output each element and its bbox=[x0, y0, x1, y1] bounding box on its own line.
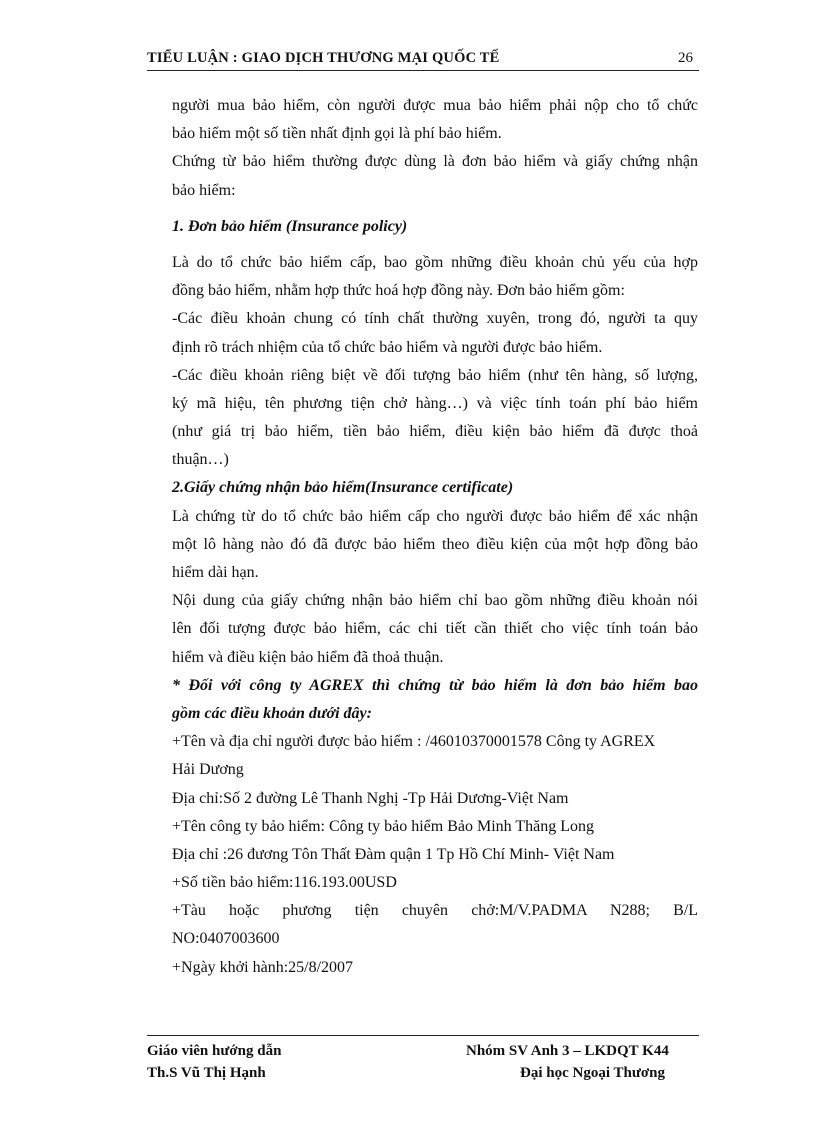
paragraph-line: ký mã hiệu, tên phương tiện chở hàng…) và việc tính toán phí bảo hiểm bbox=[172, 394, 698, 412]
list-item: Hải Dương bbox=[172, 761, 244, 779]
footer-right bbox=[466, 1040, 699, 1084]
list-item: +Ngày khởi hành:25/8/2007 bbox=[172, 958, 354, 976]
paragraph-line: bảo hiểm một số tiền nhất định gọi là phí bảo hiểm. bbox=[172, 125, 502, 143]
footer-group: Nhóm SV Anh 3 – LKDQT K44 bbox=[466, 1043, 669, 1059]
footer-left bbox=[147, 1040, 281, 1084]
list-item: +Tên và địa chỉ người được bảo hiểm : /46010370001578 Công ty AGREX bbox=[172, 733, 656, 751]
agrex-note-line: * Đối với công ty AGREX thì chứng từ bảo hiểm là đơn bảo hiểm bao bbox=[172, 676, 698, 694]
footer-advisor-label: Giáo viên hướng dẫn bbox=[147, 1043, 282, 1059]
paragraph-line: hiểm dài hạn. bbox=[172, 564, 259, 581]
paragraph-line: đồng bảo hiểm, nhằm hợp thức hoá hợp đồng này. Đơn bảo hiểm gồm: bbox=[172, 282, 625, 300]
paragraph-line: Là chứng từ do tổ chức bảo hiểm cấp cho người được bảo hiểm để xác nhận bbox=[172, 507, 698, 525]
paragraph-line: hiểm và điều kiện bảo hiểm đã thoả thuận. bbox=[172, 648, 444, 666]
paragraph-line: Nội dung của giấy chứng nhận bảo hiểm chỉ bao gồm những điều khoản nói bbox=[172, 592, 698, 610]
footer-rule bbox=[147, 1035, 699, 1036]
footer-university: Đại học Ngoại Thương bbox=[520, 1065, 665, 1081]
list-item: NO:0407003600 bbox=[172, 930, 280, 948]
header-title: TIỂU LUẬN : GIAO DỊCH THƯƠNG MẠI QUỐC TẾ bbox=[147, 50, 500, 66]
paragraph-line: (như giá trị bảo hiểm, tiền bảo hiểm, điều kiện bảo hiểm đã được thoả bbox=[172, 423, 698, 441]
paragraph-line: -Các điều khoản riêng biệt về đối tượng bảo hiểm (như tên hàng, số lượng, bbox=[172, 366, 698, 384]
page-header bbox=[147, 48, 699, 71]
paragraph-line: bảo hiểm: bbox=[172, 181, 236, 199]
list-item: +Số tiền bảo hiểm:116.193.00USD bbox=[172, 874, 397, 892]
page-number: 26 bbox=[678, 50, 693, 66]
document-body bbox=[172, 92, 698, 982]
paragraph-line: một lô hàng nào đó đã được bảo hiểm theo điều kiện của một hợp đồng bảo bbox=[172, 535, 698, 553]
paragraph-line: người mua bảo hiểm, còn người được mua bảo hiểm phải nộp cho tổ chức bbox=[172, 97, 698, 114]
list-item: +Tên công ty bảo hiểm: Công ty bảo hiểm Bảo Minh Thăng Long bbox=[172, 817, 594, 835]
footer-advisor-name: Th.S Vũ Thị Hạnh bbox=[147, 1065, 266, 1081]
list-item: Địa chỉ :26 đương Tôn Thất Đàm quận 1 Tp Hồ Chí Minh- Việt Nam bbox=[172, 845, 615, 863]
list-item: Địa chỉ:Số 2 đường Lê Thanh Nghị -Tp Hải Dương-Việt Nam bbox=[172, 789, 569, 807]
list-item: +Tàu hoặc phương tiện chuyên chở:M/V.PADMA N288; B/L bbox=[172, 902, 698, 920]
section-heading-1: 1. Đơn bảo hiểm (Insurance policy) bbox=[172, 217, 408, 235]
paragraph-line: định rõ trách nhiệm của tổ chức bảo hiểm và người được bảo hiểm. bbox=[172, 338, 603, 356]
paragraph-line: thuận…) bbox=[172, 451, 229, 469]
section-heading-2: 2.Giấy chứng nhận bảo hiểm(Insurance certificate) bbox=[172, 479, 514, 497]
paragraph-line: Là do tổ chức bảo hiểm cấp, bao gồm những điều khoản chủ yếu của hợp bbox=[172, 253, 698, 271]
paragraph-line: Chứng từ bảo hiểm thường được dùng là đơn bảo hiểm và giấy chứng nhận bbox=[172, 153, 698, 171]
agrex-note-line: gồm các điều khoản dưới đây: bbox=[172, 704, 372, 722]
paragraph-line: -Các điều khoản chung có tính chất thường xuyên, trong đó, người ta quy bbox=[172, 310, 698, 328]
paragraph-line: lên đối tượng được bảo hiểm, các chi tiết cần thiết cho việc tính toán bảo bbox=[172, 620, 698, 638]
